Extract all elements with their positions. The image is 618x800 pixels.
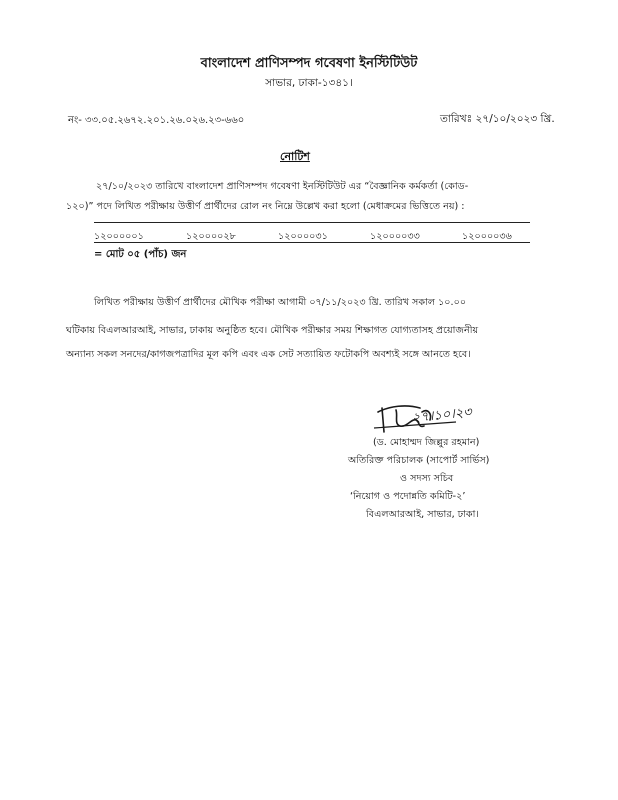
- signatory-office: বিএলআরআই, সাভার, ঢাকা।: [366, 509, 479, 520]
- notice-date: তারিখঃ ২৭/১০/২০২৩ খ্রি.: [440, 113, 555, 125]
- signatory-designation: অতিরিক্ত পরিচালক (সাপোর্ট সার্ভিস): [348, 455, 490, 466]
- roll-number-2: ১২০০০০২৮: [186, 231, 236, 242]
- paragraph1-line1: ২৭/১০/২০২৩ তারিখে বাংলাদেশ প্রাণিসম্পদ গবেষণা ইনস্টিটিউট এর “বৈজ্ঞানিক কর্মকর্তা (কোড-: [96, 181, 469, 192]
- institute-address: সাভার, ঢাকা-১৩৪১।: [265, 77, 353, 89]
- signatory-role: ও সদস্য সচিব: [400, 473, 454, 484]
- roll-number-1: ১২০০০০০১: [94, 231, 144, 242]
- paragraph1-line2: ১২০)” পদে লিখিত পরীক্ষায় উত্তীর্ণ প্রার্থীদের রোল নং নিম্নে উল্লেখ করা হলো (মেধাক্রমের ভিত্তিতে নয়) :: [66, 201, 465, 212]
- roll-number-5: ১২০০০০৩৬: [462, 231, 512, 242]
- paragraph2-line3: অন্যান্য সকল সনদের/কাগজপত্রাদির মূল কপি এবং এক সেট সত্যায়িত ফটোকপি অবশ্যই সঙ্গে আনতে হবে।: [66, 349, 471, 360]
- total-count: = মোট ০৫ (পাঁচ) জন: [94, 249, 187, 260]
- roll-number-3: ১২০০০০৩১: [278, 231, 328, 242]
- signatory-name: (ড. মোহাম্মদ জিল্লুর রহমান): [373, 437, 480, 448]
- roll-table-top-rule: [94, 222, 530, 223]
- notice-title: নোটিশ: [280, 150, 310, 163]
- signatory-committee: ‘নিয়োগ ও পদোন্নতি কমিটি-২’: [350, 491, 466, 502]
- paragraph2-line2: ঘটিকায় বিএলআরআই, সাভার, ঢাকায় অনুষ্ঠিত হবে। মৌখিক পরীক্ষার সময় শিক্ষাগত যোগ্যতাসহ প্রয়োজনীয়: [66, 325, 479, 336]
- institute-name: বাংলাদেশ প্রাণিসম্পদ গবেষণা ইনস্টিটিউট: [200, 56, 418, 71]
- memo-number: নং- ৩৩.০৫.২৬৭২.২০১.২৬.০২৬.২৩-৬৬০: [68, 115, 245, 126]
- paragraph2-line1: লিখিত পরীক্ষায় উত্তীর্ণ প্রার্থীদের মৌখিক পরীক্ষা আগামী ০৭/১১/২০২৩ খ্রি. তারিখ সকাল ১০.০০: [94, 297, 467, 308]
- handwritten-date: ২৭।১০।২৩: [411, 404, 473, 427]
- roll-table-bottom-rule: [94, 242, 530, 243]
- roll-number-4: ১২০০০০৩৩: [370, 231, 420, 242]
